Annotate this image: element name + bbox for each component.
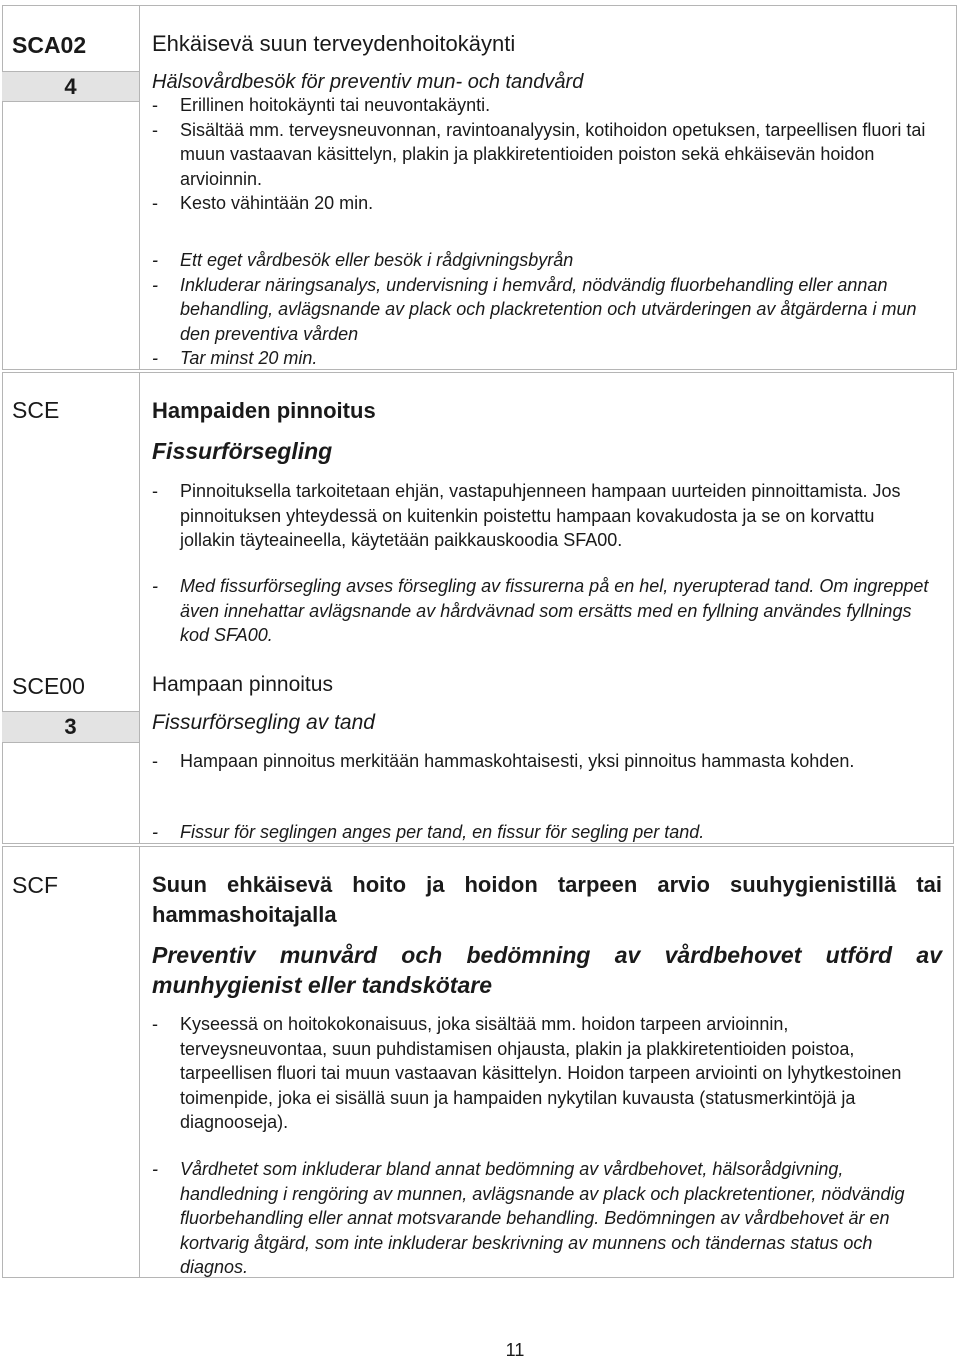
sce00-title-fi: Hampaan pinnoitus	[152, 673, 333, 696]
list-item: - Vårdhetet som inkluderar bland annat bedömning av vårdbehovet, hälsorådgivning, handledning i rengöring av munnen, avlägsnande av plack och plackretentioner, nödvändig fluorbehandling eller annat motsvarande behandling. Bedömningen av vårdbehovet är en kortvarig åtgärd, som inte inkluderar beskrivning av munnens och tändernas status och diagnos.	[150, 1157, 940, 1280]
list-item: - Fissur för seglingen anges per tand, en fissur för segling per tand.	[150, 820, 930, 845]
sce00-number-cell	[2, 711, 139, 743]
list-item: - Hampaan pinnoitus merkitään hammaskohtaisesti, yksi pinnoitus hammasta kohden.	[150, 749, 930, 774]
list-item: - Ett eget vårdbesök eller besök i rådgivningsbyrån	[150, 248, 940, 273]
list-item: - Sisältää mm. terveysneuvonnan, ravintoanalyysin, kotihoidon opetuksen, tarpeellisen fluori tai muun vastaavan käsittelyn, plakin ja plakkiretentioiden poiston sekä ehkäisevän hoidon arvioinnin.	[150, 118, 930, 192]
page-number: 11	[505, 1340, 525, 1360]
sce-code: SCE	[12, 397, 60, 423]
sca02-number-cell	[2, 71, 139, 102]
sca02-list-sv	[150, 248, 940, 371]
scf-title-fi: Suun ehkäisevä hoito ja hoidon tarpeen arvio suuhygienistillä tai hammashoitajalla	[152, 872, 942, 927]
sca02-divider	[139, 5, 140, 370]
scf-divider	[139, 846, 140, 1278]
sce00-list-fi	[150, 749, 930, 774]
list-item: - Pinnoituksella tarkoitetaan ehjän, vastapuhjenneen hampaan uurteiden pinnoittamista. Jos pinnoituksen yhteydessä on kuitenkin poistettu hampaan kovakudosta ja se on korvattu jollakin täyteaineella, käytetään paikkauskoodia SFA00.	[150, 479, 930, 553]
sce-title-sv: Fissurförsegling	[152, 438, 333, 464]
sca02-title-fi: Ehkäisevä suun terveydenhoitokäynti	[152, 31, 516, 56]
scf-code: SCF	[12, 872, 58, 898]
sce-title-fi: Hampaiden pinnoitus	[152, 398, 376, 423]
sca02-code: SCA02	[12, 32, 87, 58]
sce00-code: SCE00	[12, 673, 85, 699]
sce00-title-sv: Fissurförsegling av tand	[152, 711, 375, 734]
sca02-list-fi	[150, 93, 930, 216]
list-item: - Tar minst 20 min.	[150, 346, 940, 371]
scf-title-sv: Preventiv munvård och bedömning av vårdbehovet utförd av munhygienist eller tandskötare	[152, 942, 942, 998]
list-item: - Kesto vähintään 20 min.	[150, 191, 930, 216]
scf-list-sv	[150, 1157, 940, 1280]
list-item: - Kyseessä on hoitokokonaisuus, joka sisältää mm. hoidon tarpeen arvioinnin, terveysneuvontaa, suun puhdistamisen ohjausta, plakin ja plakkiretentioiden poistoa, tarpeellisen fluori tai muun vastaavan käsittelyn. Hoidon tarpeen arviointi on lyhytkestoinen toimenpide, joka ei sisällä suun ja hampaiden nykytilan kuvausta (statusmerkintöjä ja diagnooseja).	[150, 1012, 940, 1135]
sca02-number: 4	[64, 74, 77, 99]
sce-divider	[139, 372, 140, 844]
list-item: - Inkluderar näringsanalys, undervisning i hemvård, nödvändig fluorbehandling eller annan behandling, avlägsnande av plack och plackretention och utvärderingen av åtgärderna i mun den preventiva vården	[150, 273, 940, 347]
sca02-title-sv: Hälsovårdbesök för preventiv mun- och tandvård	[152, 71, 584, 93]
list-item: - Erillinen hoitokäynti tai neuvontakäynti.	[150, 93, 930, 118]
scf-list-fi	[150, 1012, 940, 1135]
sce00-number: 3	[64, 714, 77, 739]
sce-list-sv	[150, 574, 930, 648]
list-item: - Med fissurförsegling avses försegling av fissurerna på en hel, nyerupterad tand. Om ingreppet även innehattar avlägsnande av hårdvävnad som ersätts med en fyllning användes fyllnings kod SFA00.	[150, 574, 930, 648]
sce-list-fi	[150, 479, 930, 553]
sce00-list-sv	[150, 820, 930, 845]
